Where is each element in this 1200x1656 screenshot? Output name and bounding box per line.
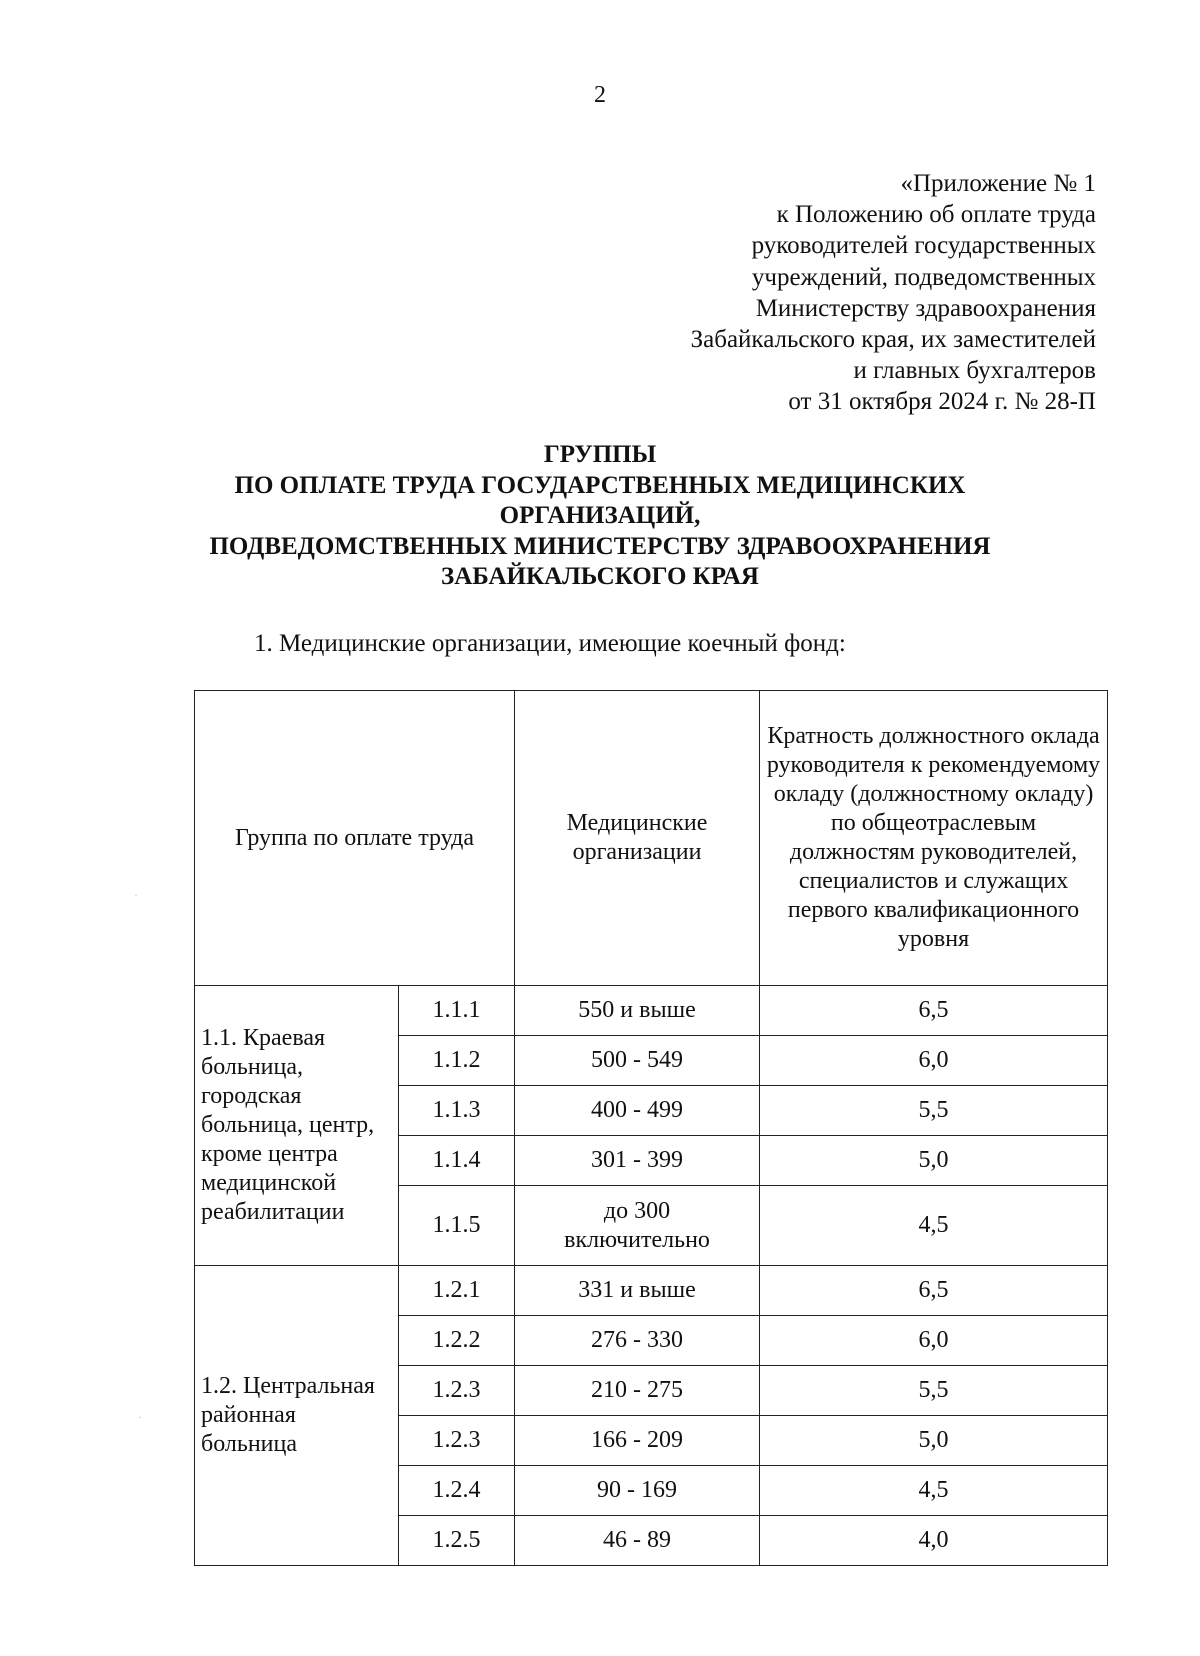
bed-range: 166 - 209 (515, 1416, 760, 1466)
appendix-line: учреждений, подведомственных (751, 263, 1096, 291)
ratio-value: 5,5 (760, 1366, 1108, 1416)
appendix-line: от 31 октября 2024 г. № 28-П (788, 388, 1096, 416)
group-code: 1.2.3 (399, 1416, 515, 1466)
table-header-row (195, 691, 1108, 986)
title-line: ПОДВЕДОМСТВЕННЫХ МИНИСТЕРСТВУ ЗДРАВООХРАНЕНИЯ (209, 532, 991, 560)
table-row (195, 986, 1108, 1036)
group-code: 1.1.4 (399, 1136, 515, 1186)
group-code: 1.1.5 (399, 1186, 515, 1266)
group-code: 1.2.1 (399, 1266, 515, 1316)
bed-range: 301 - 399 (515, 1136, 760, 1186)
bed-range: 400 - 499 (515, 1086, 760, 1136)
ratio-value: 6,0 (760, 1316, 1108, 1366)
group-code: 1.2.2 (399, 1316, 515, 1366)
section-heading: 1. Медицинские организации, имеющие коечный фонд: (254, 630, 846, 657)
ratio-value: 4,5 (760, 1186, 1108, 1266)
appendix-line: руководителей государственных (751, 232, 1096, 260)
bed-range: 90 - 169 (515, 1466, 760, 1516)
group-label: 1.2. Центральная районная больница (195, 1266, 399, 1566)
ratio-value: 6,0 (760, 1036, 1108, 1086)
title-line: ПО ОПЛАТЕ ТРУДА ГОСУДАРСТВЕННЫХ МЕДИЦИНСКИХ (234, 471, 966, 499)
group-code: 1.2.4 (399, 1466, 515, 1516)
title-line: ОРГАНИЗАЦИЙ, (499, 502, 701, 529)
table-row (195, 1266, 1108, 1316)
pay-groups-table (194, 690, 1108, 1566)
bed-range: 550 и выше (515, 986, 760, 1036)
bed-range: 276 - 330 (515, 1316, 760, 1366)
ratio-value: 5,0 (760, 1416, 1108, 1466)
appendix-line: к Положению об оплате труда (776, 201, 1096, 229)
group-code: 1.1.3 (399, 1086, 515, 1136)
title-line: ГРУППЫ (543, 441, 657, 468)
header-organizations: Медицинские организации (515, 691, 760, 986)
title-line: ЗАБАЙКАЛЬСКОГО КРАЯ (441, 563, 759, 590)
bed-range-text: до 300 включительно (564, 1197, 710, 1253)
bed-range: 46 - 89 (515, 1516, 760, 1566)
appendix-line: Забайкальского края, их заместителей (690, 326, 1096, 354)
ratio-value: 4,0 (760, 1516, 1108, 1566)
document-title (0, 440, 1200, 593)
group-code: 1.1.1 (399, 986, 515, 1036)
header-group: Группа по оплате труда (195, 691, 515, 986)
bed-range (515, 1186, 760, 1266)
scan-mark: · (138, 1410, 142, 1424)
ratio-value: 5,5 (760, 1086, 1108, 1136)
ratio-value: 6,5 (760, 1266, 1108, 1316)
group-label: 1.1. Краевая больница, городская больница, центр, кроме центра медицинской реабилитации (195, 986, 399, 1266)
scan-mark: · (134, 888, 138, 902)
group-code: 1.2.5 (399, 1516, 515, 1566)
bed-range: 500 - 549 (515, 1036, 760, 1086)
bed-range: 210 - 275 (515, 1366, 760, 1416)
page-number: 2 (594, 82, 606, 108)
appendix-line: Министерству здравоохранения (755, 294, 1096, 322)
appendix-line: «Приложение № 1 (900, 170, 1096, 197)
header-ratio: Кратность должностного оклада руководителя к рекомендуемому окладу (должностному окладу) по общеотраслевым должностям руководителей, специалистов и служащих первого квалификационного уровня (760, 691, 1108, 986)
appendix-reference (691, 168, 1096, 418)
ratio-value: 6,5 (760, 986, 1108, 1036)
ratio-value: 4,5 (760, 1466, 1108, 1516)
bed-range: 331 и выше (515, 1266, 760, 1316)
group-code: 1.1.2 (399, 1036, 515, 1086)
appendix-line: и главных бухгалтеров (853, 357, 1096, 385)
ratio-value: 5,0 (760, 1136, 1108, 1186)
group-code: 1.2.3 (399, 1366, 515, 1416)
